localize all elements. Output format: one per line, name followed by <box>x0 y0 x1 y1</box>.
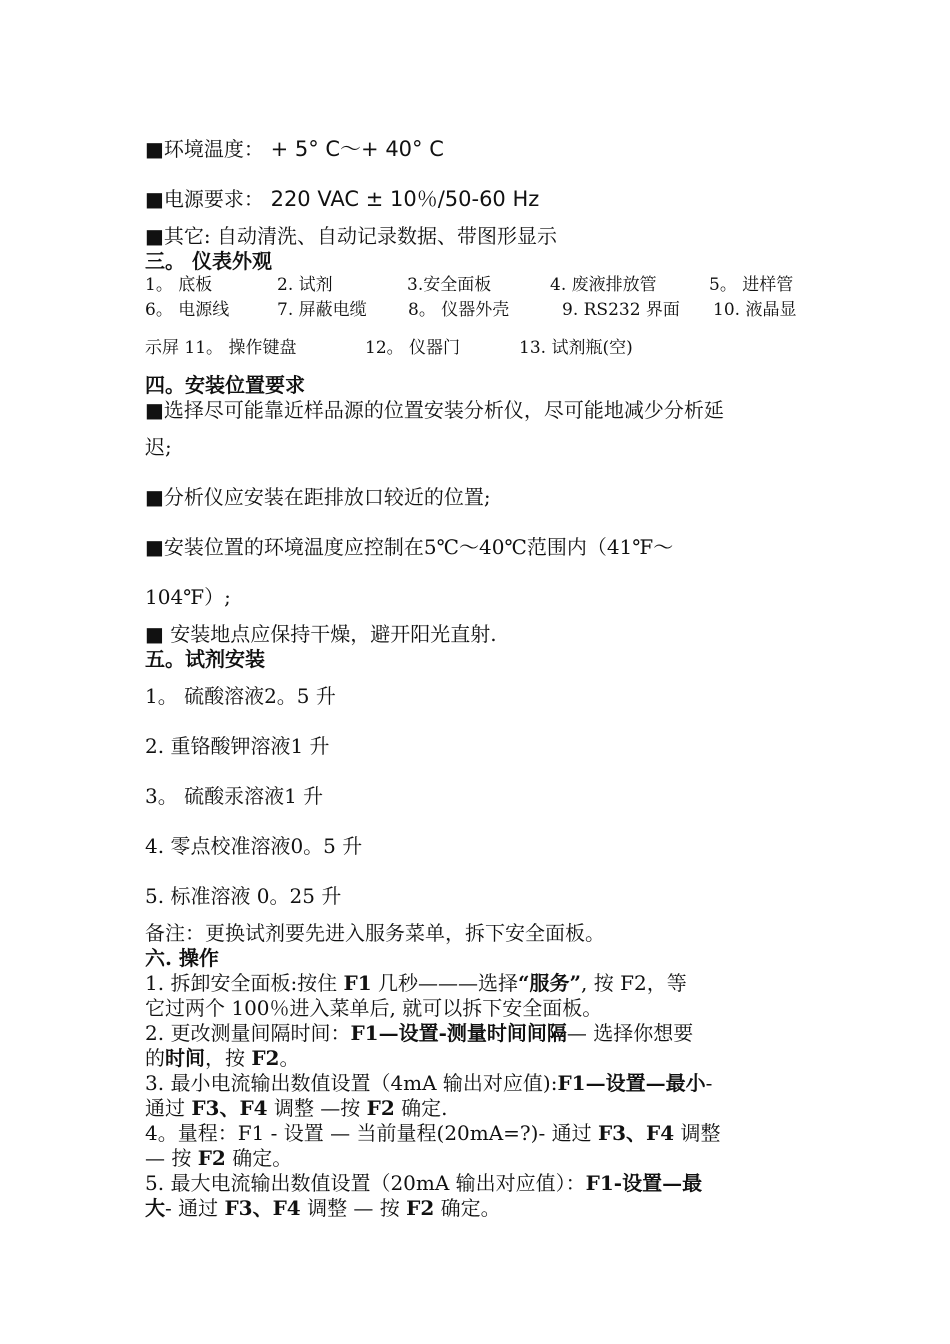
reagent-item: 4. 零点校准溶液0。5 升 <box>145 834 363 858</box>
part-item: 12。 仪器门 <box>365 338 461 358</box>
power-label: ■电源要求： <box>145 187 264 211</box>
install-req-2: ■分析仪应安装在距排放口较近的位置; <box>145 485 491 509</box>
part-item: 6。 电源线 <box>145 300 230 320</box>
part-item: 10. 液晶显 <box>713 300 797 320</box>
op-key: F3、F4 <box>224 1196 301 1220</box>
op-text: 的 <box>145 1046 165 1070</box>
install-req-3-cont: 104℉）; <box>145 585 231 609</box>
operation-5 <box>145 1172 702 1195</box>
reagent-item: 3。 硫酸汞溶液1 升 <box>145 784 324 808</box>
operation-2 <box>145 1022 693 1045</box>
op-bold: F1—设置—最小 <box>557 1071 706 1095</box>
op-key: F2 <box>197 1146 226 1170</box>
op-text: 调整 — 按 <box>300 1196 407 1220</box>
section-4-title: 四。安装位置要求 <box>145 373 305 397</box>
operation-4-cont <box>145 1147 292 1170</box>
operation-3-cont <box>145 1097 448 1120</box>
part-item: 7. 屏蔽电缆 <box>277 300 367 320</box>
op-key: F3、F4 <box>597 1121 675 1145</box>
op-bold: “服务” <box>518 971 582 995</box>
op-text: 调整 <box>674 1121 721 1145</box>
power-line <box>145 187 539 211</box>
part-item: 8。 仪器外壳 <box>408 300 510 320</box>
operation-2-cont <box>145 1047 299 1070</box>
op-text: 确定。 <box>434 1196 501 1220</box>
op-bold: F1—设置-测量时间间隔 <box>350 1021 567 1045</box>
reagent-note: 备注：更换试剂要先进入服务菜单，拆下安全面板。 <box>145 921 605 945</box>
parts-row-2 <box>145 301 796 321</box>
env-temp-line <box>145 137 444 161</box>
section-6-title: 六. 操作 <box>145 946 219 970</box>
part-item: 3.安全面板 <box>407 275 492 295</box>
op-text: , 按 F2，等 <box>581 971 687 995</box>
op-text: — 选择你想要 <box>566 1021 694 1045</box>
other-label: ■其它 <box>145 224 204 248</box>
env-temp-value: + 5° C～+ 40° C <box>263 137 444 161</box>
op-key: F2 <box>366 1096 395 1120</box>
part-item: 9. RS232 界面 <box>562 300 680 320</box>
reagent-item: 2. 重铬酸钾溶液1 升 <box>145 734 330 758</box>
part-item: 2. 试剂 <box>277 275 333 295</box>
operation-5-cont <box>145 1197 501 1220</box>
parts-row-3 <box>145 339 633 359</box>
power-value: 220 VAC ± 10％/50-60 Hz <box>263 187 540 211</box>
install-req-4: ■ 安装地点应保持干燥，避开阳光直射. <box>145 622 497 646</box>
op-text: - 通过 <box>165 1196 225 1220</box>
operation-1-cont: 它过两个 100％进入菜单后, 就可以拆下安全面板。 <box>145 996 603 1020</box>
op-text: ，按 <box>205 1046 252 1070</box>
op-text: 3. 最小电流输出数值设置（4mA 输出对应值): <box>145 1071 558 1095</box>
reagent-item: 1。 硫酸溶液2。5 升 <box>145 684 336 708</box>
part-item: 1。 底板 <box>145 275 213 295</box>
section-3-title: 三。 仪表外观 <box>145 249 272 273</box>
op-bold: 时间 <box>165 1046 205 1070</box>
op-text: 调整 —按 <box>267 1096 367 1120</box>
op-key: F1 <box>343 971 372 995</box>
install-req-1-cont: 迟; <box>145 435 172 459</box>
other-line <box>145 225 557 248</box>
part-item: 13. 试剂瓶(空) <box>519 338 633 358</box>
op-text: 确定. <box>394 1096 448 1120</box>
operation-3 <box>145 1072 712 1095</box>
parts-row-1 <box>145 276 793 296</box>
op-text: 4。量程：F1 - 设置 — 当前量程(20mA=?)- 通过 <box>145 1121 598 1145</box>
operation-4 <box>145 1122 721 1145</box>
op-text: 通过 <box>145 1096 192 1120</box>
part-item: 示屏 11。 操作键盘 <box>145 338 297 358</box>
reagent-item: 5. 标准溶液 0。25 升 <box>145 884 342 908</box>
op-text: 1. 拆卸安全面板:按住 <box>145 971 344 995</box>
install-req-1: ■选择尽可能靠近样品源的位置安装分析仪，尽可能地减少分析延 <box>145 398 724 422</box>
op-bold: 大 <box>145 1196 165 1220</box>
op-text: 确定。 <box>225 1146 293 1170</box>
op-key: F2 <box>251 1046 280 1070</box>
part-item: 4. 废液排放管 <box>550 275 657 295</box>
op-text: 几秒———选择 <box>371 971 519 995</box>
op-text: - <box>705 1071 713 1095</box>
op-text: 5. 最大电流输出数值设置（20mA 输出对应值）： <box>145 1171 586 1195</box>
section-5-title: 五。试剂安装 <box>145 647 265 671</box>
env-temp-label: ■环境温度： <box>145 137 264 161</box>
op-key: F3、F4 <box>191 1096 268 1120</box>
op-key: F2 <box>406 1196 435 1220</box>
other-value: : 自动清洗、自动记录数据、带图形显示 <box>203 224 558 248</box>
op-text: 。 <box>279 1046 300 1070</box>
op-text: 2. 更改测量间隔时间： <box>145 1021 351 1045</box>
part-item: 5。 进样管 <box>709 275 794 295</box>
op-text: — 按 <box>145 1146 198 1170</box>
install-req-3: ■安装位置的环境温度应控制在5℃～40℃范围内（41℉～ <box>145 535 674 559</box>
operation-1 <box>145 972 687 995</box>
op-bold: F1-设置—最 <box>585 1171 703 1195</box>
